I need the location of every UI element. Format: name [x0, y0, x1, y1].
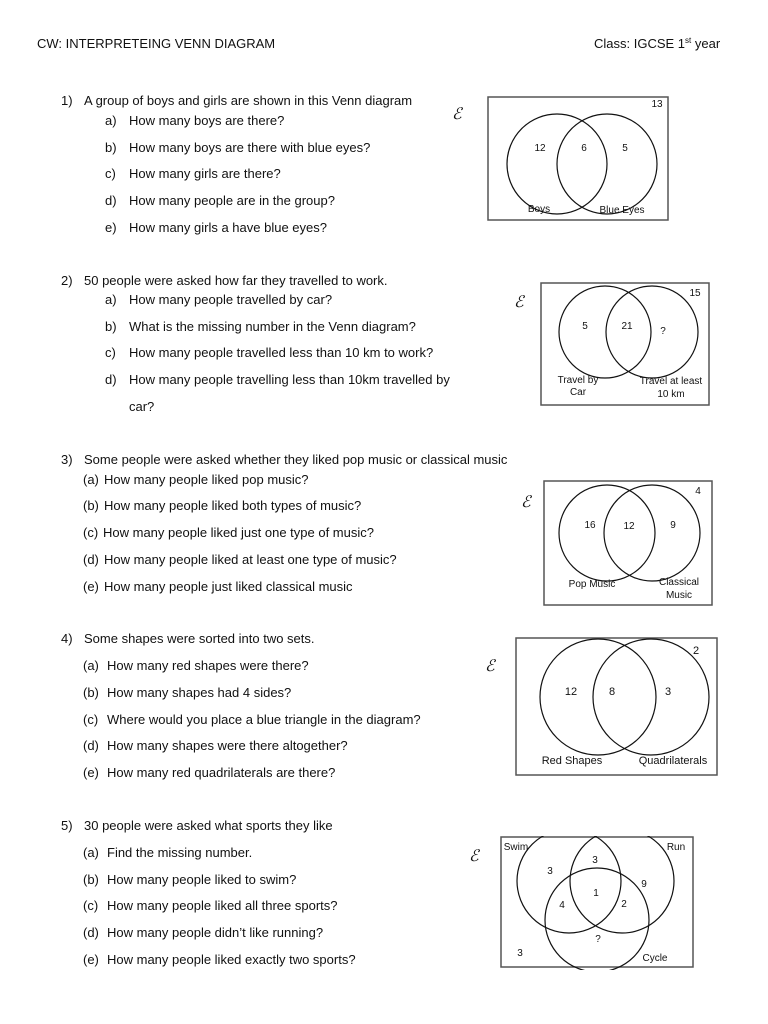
cycle-only-value: ?: [595, 934, 601, 945]
intersection-value: 8: [608, 686, 616, 698]
set-label-left-line2: Car: [569, 387, 587, 398]
question-number: 3): [61, 452, 73, 467]
universal-set-symbol: ℰ: [521, 494, 531, 511]
venn-diagram-2: [540, 282, 712, 408]
question-text: A group of boys and girls are shown in this Venn diagram: [84, 93, 413, 108]
intersection-value: 12: [623, 521, 635, 532]
set-label-left: Boys: [527, 204, 551, 215]
set-label-right-line1: Classical: [658, 577, 700, 588]
question-number: 1): [61, 93, 73, 108]
swim-run-value: 3: [592, 855, 598, 866]
venn-diagram-1: [487, 96, 671, 223]
question-text: 50 people were asked how far they travelled to work.: [84, 273, 388, 288]
run-only-value: 9: [641, 879, 647, 890]
intersection-value: 6: [581, 143, 587, 154]
all-three-value: 1: [593, 888, 599, 899]
set-label-run: Run: [666, 842, 686, 853]
set-label-right: Blue Eyes: [599, 205, 645, 216]
universal-set-symbol: ℰ: [452, 106, 462, 123]
left-only-value: 12: [534, 143, 546, 154]
set-label-right-line2: Music: [665, 590, 693, 601]
swim-only-value: 3: [547, 866, 553, 877]
page-title: CW: INTERPRETEING VENN DIAGRAM: [37, 36, 276, 51]
question-text: 30 people were asked what sports they like: [84, 818, 333, 833]
right-only-value: 5: [622, 143, 628, 154]
set-label-swim: Swim: [503, 842, 529, 853]
universal-set-symbol: ℰ: [485, 658, 495, 675]
set-label-right: Quadrilaterals: [638, 755, 708, 767]
outside-value: 2: [692, 645, 700, 657]
right-only-value: 9: [670, 520, 676, 531]
right-only-value: 3: [664, 686, 672, 698]
set-label-left: Pop Music: [568, 579, 616, 590]
question-number: 2): [61, 273, 73, 288]
question-number: 5): [61, 818, 73, 833]
venn-diagram-3: [543, 480, 715, 608]
outside-value: 13: [651, 99, 663, 110]
left-only-value: 5: [582, 321, 588, 332]
class-label: Class: IGCSE 1st year: [594, 36, 721, 51]
outside-value: 4: [695, 486, 701, 497]
run-cycle-value: 2: [621, 899, 627, 910]
question-text: Some people were asked whether they liked pop music or classical music: [84, 452, 508, 467]
outside-value: 15: [689, 288, 701, 299]
right-only-value: ?: [660, 326, 666, 337]
universal-set-symbol: ℰ: [469, 848, 479, 865]
intersection-value: 21: [621, 321, 633, 332]
set-label-right-line1: Travel at least: [639, 376, 703, 387]
swim-cycle-value: 4: [559, 900, 565, 911]
universal-set-symbol: ℰ: [514, 294, 524, 311]
set-label-left: Red Shapes: [541, 755, 603, 767]
set-label-cycle: Cycle: [642, 953, 668, 964]
question-text: Some shapes were sorted into two sets.: [84, 631, 315, 646]
left-only-value: 12: [564, 686, 578, 698]
venn-diagram-4: [515, 637, 720, 778]
set-label-left-line1: Travel by: [557, 375, 599, 386]
left-only-value: 16: [584, 520, 596, 531]
venn-diagram-5: [500, 836, 696, 970]
set-label-right-line2: 10 km: [657, 389, 685, 400]
outside-value: 3: [517, 948, 523, 959]
question-number: 4): [61, 631, 73, 646]
